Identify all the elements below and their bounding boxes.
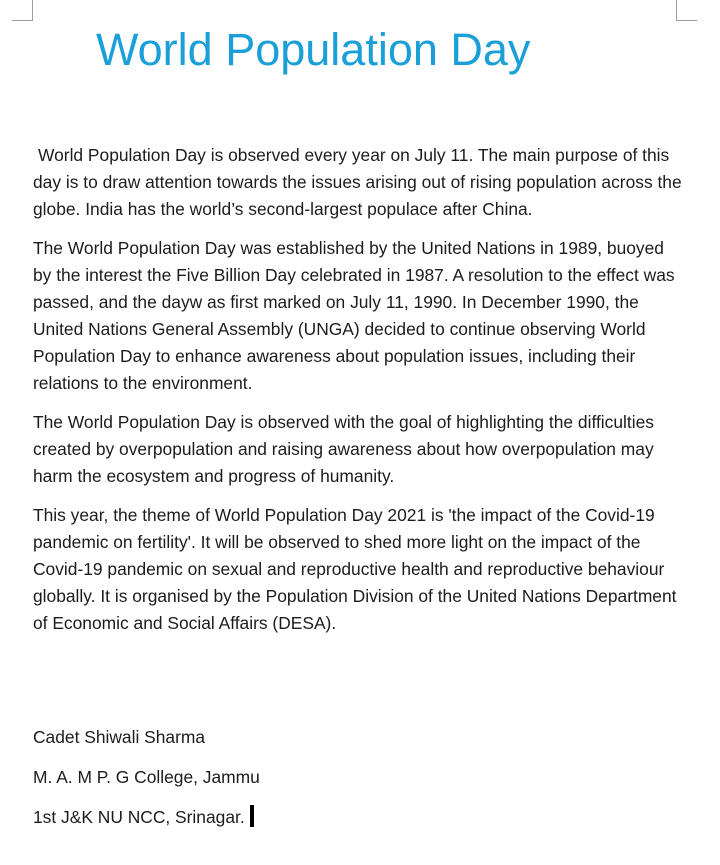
text-cursor (250, 805, 254, 827)
page-margin-corner-top-right (676, 0, 697, 21)
page-margin-corner-top-left (12, 0, 33, 21)
signature-college[interactable]: M. A. M P. G College, Jammu (33, 767, 260, 787)
document-title[interactable]: World Population Day (96, 24, 531, 75)
signature-block[interactable] (33, 724, 260, 844)
paragraph-intro[interactable]: World Population Day is observed every year on July 11. The main purpose of this day is to draw attention towards the issues arising out of rising population across the globe. India has the world’s second-largest populace after China. (33, 145, 682, 219)
signature-unit-line[interactable] (33, 804, 260, 831)
paragraph-goal[interactable]: The World Population Day is observed with the goal of highlighting the difficulties created by overpopulation and raising awareness about how overpopulation may harm the ecosystem and progress of humanity. (33, 412, 654, 486)
signature-name[interactable]: Cadet Shiwali Sharma (33, 727, 206, 747)
paragraph-theme[interactable]: This year, the theme of World Population Day 2021 is 'the impact of the Covid-19 pandemic on fertility'. It will be observed to shed more light on the impact of the Covid-19 pandemic on sexual and reproductive health and reproductive behaviour globally. It is organised by the Population Division of the United Nations Department of Economic and Social Affairs (DESA). (33, 505, 677, 633)
signature-unit[interactable]: 1st J&K NU NCC, Srinagar. (33, 807, 245, 827)
document-body[interactable] (33, 142, 683, 649)
paragraph-history[interactable]: The World Population Day was established by the United Nations in 1989, buoyed by the interest the Five Billion Day celebrated in 1987. A resolution to the effect was passed, and the dayw as first marked on July 11, 1990. In December 1990, the United Nations General Assembly (UNGA) decided to continue observing World Population Day to enhance awareness about population issues, including their relations to the environment. (33, 238, 675, 393)
